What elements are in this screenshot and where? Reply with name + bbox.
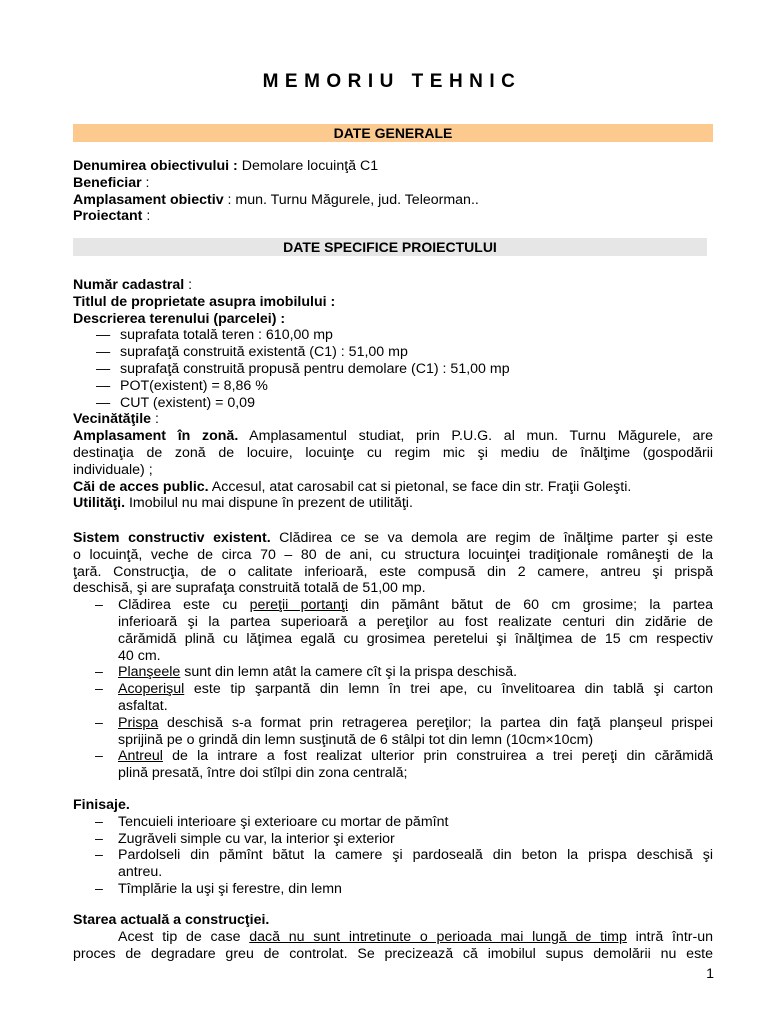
list-item: – Prispa deschisă s-a format prin retragerea pereţilor; la partea din faţă planşeul prispei sprijină pe o grindă din lemn susţinută de 6 stâlpi tot din lemn (10cm×10cm)	[73, 715, 713, 749]
field-beneficiar: Beneficiar :	[73, 174, 150, 191]
list-item: – Tencuieli interioare şi exterioare cu mortar de pămînt	[73, 814, 713, 831]
section-finisaje: Finisaje. – Tencuieli interioare şi exterioare cu mortar de pămînt – Zugrăveli simple cu var, la interior şi exterior – Pardolseli din pămînt bătut la camere şi pardoseală din beton la prispa deschisă şi antreu. – Tîmplărie la uşi şi ferestre, din lemn	[73, 797, 713, 898]
document-title: MEMORIU TEHNIC	[262, 71, 522, 92]
list-item: – Clădirea este cu pereţii portanţi din pământ bătut de 60 cm grosime; la partea inferioară şi la partea superioară a pereţilor au fost realizate centuri din zidărie de cărămidă plină cu lăţimea egală cu grosimea peretelui şi înălţimea de 15 cm respectiv 40 cm.	[73, 597, 713, 664]
specific-data	[73, 277, 713, 512]
list-item: – Planşeele sunt din lemn atât la camere cît şi la prispa deschisă.	[73, 664, 713, 681]
list-item: — CUT (existent) = 0,09	[96, 395, 713, 412]
list-item: — suprafaţă construită existentă (C1) : 51,00 mp	[96, 344, 713, 361]
section-stare: Starea actuală a construcţiei. Acest tip de case dacă nu sunt intretinute o perioada mai lungă de timp intră într-un proces de degradare greu de controlat. Se precizează că imobilul supus demolării nu este	[73, 912, 713, 962]
field-amplasament: Amplasament obiectiv : mun. Turnu Măgurele, jud. Teleorman..	[73, 191, 479, 208]
list-item: – Antreul de la intrare a fost realizat ulterior prin construirea a trei pereţi din cărămidă plină presată, între doi stîlpi din zona centrală;	[73, 748, 713, 782]
field-acces: Căi de acces public. Accesul, atat carosabil cat si pietonal, se face din str. Fraţii Goleşti.	[73, 478, 632, 495]
field-titlu: Titlul de proprietate asupra imobilului :	[73, 293, 336, 310]
field-descriere: Descrierea terenului (parcelei) :	[73, 310, 286, 327]
list-item: – Tîmplărie la uşi şi ferestre, din lemn	[73, 881, 713, 898]
field-proiectant: Proiectant :	[73, 208, 151, 225]
section-heading-date-generale: DATE GENERALE	[73, 124, 713, 142]
page-number: 1	[706, 966, 714, 982]
list-item: — POT(existent) = 8,86 %	[96, 378, 713, 395]
teren-list	[73, 327, 713, 411]
section-sistem-constructiv: Sistem constructiv existent. Clădirea ce se va demola are regim de înălţime parter şi este o locuinţă, veche de circa 70 – 80 de ani, cu structura locuinţei tradiţionale româneşti de la ţară. Construcţia, de o calitate inferioară, este compusă din 2 camere, antreu şi prispă deschisă, şi are suprafaţa construită totală de 51,00 mp. – Clădirea este cu pereţii portanţi din pământ bătut de 60 cm grosime; la partea inferioară şi la partea superioară a pereţilor au fost realizate centuri din zidărie de cărămidă plină cu lăţimea egală cu grosimea peretelui şi înălţimea de 15 cm respectiv 40 cm. – Planşeele sunt din lemn atât la camere cît şi la prispa deschisă. – Acoperişul este tip şarpantă din lemn în trei ape, cu învelitoarea din tablă şi carton asfaltat. – Prispa deschisă s-a format prin retragerea pereţilor; la partea din faţă planşeul prispei sprijină pe o grindă din lemn susţinută de 6 stâlpi tot din lemn (10cm×10cm) – Antreul de la intrare a fost realizat ulterior prin construirea a trei pereţi din cărămidă plină presată, între doi stîlpi din zona centrală;	[73, 530, 713, 782]
list-item: – Zugrăveli simple cu var, la interior şi exterior	[73, 831, 713, 848]
general-data	[73, 158, 713, 225]
list-item: — suprafata totală teren : 610,00 mp	[96, 327, 713, 344]
field-denumire: Denumirea obiectivului : Demolare locuinţă C1	[73, 158, 379, 174]
list-item: – Acoperişul este tip şarpantă din lemn în trei ape, cu învelitoarea din tablă şi carton asfaltat.	[73, 681, 713, 715]
list-item: – Pardolseli din pămînt bătut la camere şi pardoseală din beton la prispa deschisă şi antreu.	[73, 847, 713, 881]
section-heading-date-specifice: DATE SPECIFICE PROIECTULUI	[73, 238, 707, 256]
field-vecinatati: Vecinătăţile :	[73, 411, 159, 428]
field-cadastral: Număr cadastral :	[73, 277, 193, 293]
field-utilitati: Utilităţi. Imobilul nu mai dispune în prezent de utilităţi.	[73, 495, 413, 512]
paragraph-zona: Amplasament în zonă. Amplasamentul studiat, prin P.U.G. al mun. Turnu Măgurele, are destinaţia de zonă de locuire, locuinţe cu regim mic şi mediu de înălţime (gospodării individuale) ;	[73, 428, 713, 478]
list-item: — suprafaţă construită propusă pentru demolare (C1) : 51,00 mp	[96, 361, 713, 378]
